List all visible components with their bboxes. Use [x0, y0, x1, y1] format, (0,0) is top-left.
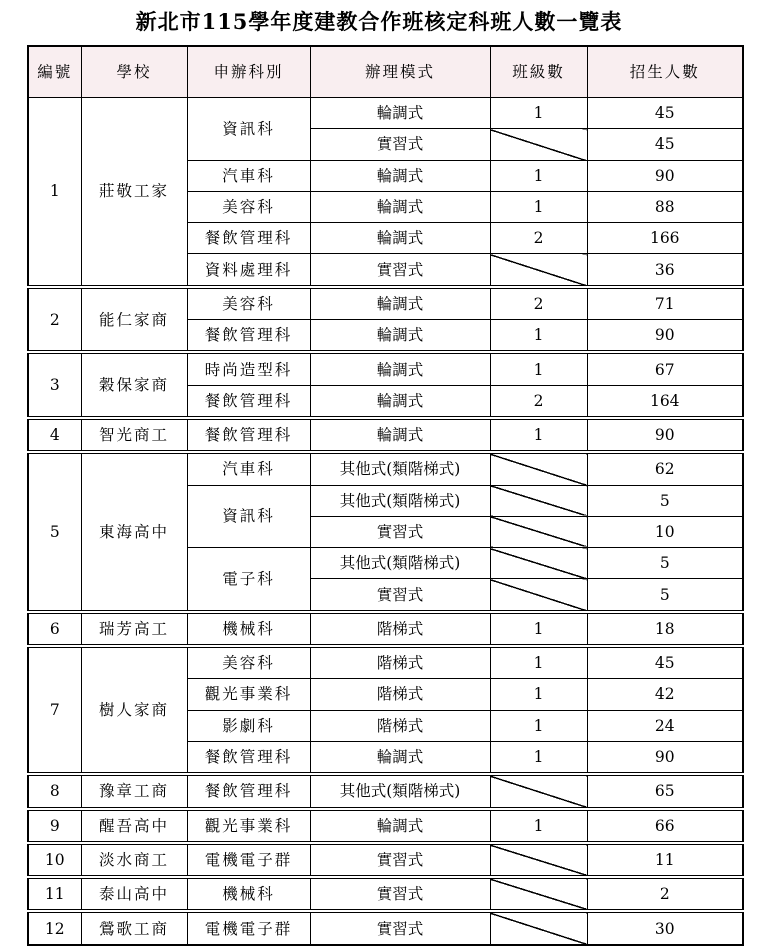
table-row — [28, 352, 743, 385]
cell-enrollment: 45 — [587, 98, 743, 129]
cell-mode: 實習式 — [310, 129, 490, 160]
cell-no: 3 — [28, 352, 81, 418]
cell-classes: 1 — [490, 809, 587, 843]
cell-school: 能仁家商 — [81, 287, 187, 353]
cell-department: 美容科 — [187, 646, 310, 679]
header-enrollment: 招生人數 — [587, 46, 743, 98]
cell-mode: 輪調式 — [310, 98, 490, 129]
cell-mode: 實習式 — [310, 579, 490, 612]
cell-no: 6 — [28, 612, 81, 646]
cell-school: 泰山高中 — [81, 877, 187, 911]
header-mode: 辦理模式 — [310, 46, 490, 98]
cell-enrollment: 90 — [587, 320, 743, 353]
cell-school: 智光商工 — [81, 418, 187, 452]
table-row — [28, 809, 743, 843]
cell-classes: 1 — [490, 612, 587, 646]
cell-mode: 實習式 — [310, 877, 490, 911]
cell-school: 瑞芳高工 — [81, 612, 187, 646]
cell-mode: 實習式 — [310, 911, 490, 944]
cell-school: 穀保家商 — [81, 352, 187, 418]
cell-classes-empty — [490, 911, 587, 944]
table-row — [28, 774, 743, 808]
cell-no: 10 — [28, 843, 81, 877]
cell-mode: 輪調式 — [310, 287, 490, 320]
cell-school: 莊敬工家 — [81, 98, 187, 287]
cell-mode: 輪調式 — [310, 223, 490, 254]
cell-department: 汽車科 — [187, 160, 310, 191]
cell-mode: 輪調式 — [310, 191, 490, 222]
cell-classes: 1 — [490, 191, 587, 222]
cell-no: 7 — [28, 646, 81, 774]
cell-department: 資料處理科 — [187, 254, 310, 287]
cell-no: 12 — [28, 911, 81, 944]
cell-mode: 其他式(類階梯式) — [310, 774, 490, 808]
cell-classes: 2 — [490, 385, 587, 418]
cell-classes-empty — [490, 452, 587, 485]
cell-enrollment: 10 — [587, 516, 743, 547]
cell-classes: 1 — [490, 646, 587, 679]
cell-department: 觀光事業科 — [187, 679, 310, 710]
cell-no: 5 — [28, 452, 81, 611]
page-title: 新北市115學年度建教合作班核定科班人數一覽表 — [135, 9, 623, 34]
cell-department: 資訊科 — [187, 485, 310, 548]
cell-classes: 1 — [490, 98, 587, 129]
cell-classes-empty — [490, 129, 587, 160]
cell-classes-empty — [490, 579, 587, 612]
table-row — [28, 843, 743, 877]
cell-classes-empty — [490, 516, 587, 547]
cell-mode: 輪調式 — [310, 809, 490, 843]
cell-classes: 1 — [490, 320, 587, 353]
cell-enrollment: 90 — [587, 741, 743, 774]
cell-mode: 實習式 — [310, 843, 490, 877]
cell-enrollment: 65 — [587, 774, 743, 808]
cell-enrollment: 5 — [587, 485, 743, 516]
cell-enrollment: 62 — [587, 452, 743, 485]
cell-no: 11 — [28, 877, 81, 911]
cell-mode: 輪調式 — [310, 741, 490, 774]
cell-enrollment: 30 — [587, 911, 743, 944]
cell-enrollment: 71 — [587, 287, 743, 320]
cell-department: 餐飲管理科 — [187, 741, 310, 774]
cell-department: 觀光事業科 — [187, 809, 310, 843]
cell-department: 汽車科 — [187, 452, 310, 485]
cell-enrollment: 2 — [587, 877, 743, 911]
cell-department: 機械科 — [187, 612, 310, 646]
cell-enrollment: 90 — [587, 418, 743, 452]
cell-school: 醒吾高中 — [81, 809, 187, 843]
cell-department: 餐飲管理科 — [187, 223, 310, 254]
table-row — [28, 98, 743, 129]
cell-enrollment: 42 — [587, 679, 743, 710]
cell-department: 電子科 — [187, 548, 310, 612]
cell-department: 時尚造型科 — [187, 352, 310, 385]
cell-mode: 實習式 — [310, 516, 490, 547]
cell-no: 4 — [28, 418, 81, 452]
header-classes: 班級數 — [490, 46, 587, 98]
cell-enrollment: 24 — [587, 710, 743, 741]
cell-enrollment: 45 — [587, 129, 743, 160]
cell-school: 樹人家商 — [81, 646, 187, 774]
cell-enrollment: 18 — [587, 612, 743, 646]
cell-classes: 1 — [490, 710, 587, 741]
cell-enrollment: 67 — [587, 352, 743, 385]
cell-department: 餐飲管理科 — [187, 774, 310, 808]
cell-department: 餐飲管理科 — [187, 418, 310, 452]
cell-classes: 1 — [490, 418, 587, 452]
cell-no: 9 — [28, 809, 81, 843]
cell-mode: 輪調式 — [310, 352, 490, 385]
cell-no: 1 — [28, 98, 81, 287]
cell-department: 電機電子群 — [187, 843, 310, 877]
cell-mode: 階梯式 — [310, 646, 490, 679]
table-row — [28, 646, 743, 679]
cell-no: 8 — [28, 774, 81, 808]
cell-department: 資訊科 — [187, 98, 310, 161]
cell-enrollment: 166 — [587, 223, 743, 254]
cell-department: 機械科 — [187, 877, 310, 911]
cell-enrollment: 66 — [587, 809, 743, 843]
cell-classes: 1 — [490, 679, 587, 710]
cell-school: 淡水商工 — [81, 843, 187, 877]
cell-classes: 1 — [490, 160, 587, 191]
cell-enrollment: 45 — [587, 646, 743, 679]
table-row — [28, 612, 743, 646]
cell-department: 電機電子群 — [187, 911, 310, 944]
cell-classes-empty — [490, 843, 587, 877]
cell-classes: 1 — [490, 352, 587, 385]
table-row — [28, 911, 743, 944]
cell-school: 東海高中 — [81, 452, 187, 611]
cell-mode: 其他式(類階梯式) — [310, 485, 490, 516]
header-school: 學校 — [81, 46, 187, 98]
cell-enrollment: 88 — [587, 191, 743, 222]
cell-enrollment: 164 — [587, 385, 743, 418]
cell-no: 2 — [28, 287, 81, 353]
cell-mode: 階梯式 — [310, 710, 490, 741]
table-row — [28, 452, 743, 485]
cell-mode: 輪調式 — [310, 160, 490, 191]
cell-classes: 2 — [490, 223, 587, 254]
header-row — [28, 46, 743, 98]
cell-enrollment: 36 — [587, 254, 743, 287]
cell-classes-empty — [490, 774, 587, 808]
header-no: 編號 — [28, 46, 81, 98]
cell-mode: 其他式(類階梯式) — [310, 548, 490, 579]
cell-enrollment: 11 — [587, 843, 743, 877]
header-department: 申辦科別 — [187, 46, 310, 98]
cell-enrollment: 90 — [587, 160, 743, 191]
cell-department: 美容科 — [187, 287, 310, 320]
cell-classes-empty — [490, 548, 587, 579]
table-row — [28, 418, 743, 452]
cell-department: 餐飲管理科 — [187, 320, 310, 353]
cell-mode: 其他式(類階梯式) — [310, 452, 490, 485]
cell-mode: 輪調式 — [310, 320, 490, 353]
cell-mode: 階梯式 — [310, 612, 490, 646]
cell-classes-empty — [490, 877, 587, 911]
cell-school: 豫章工商 — [81, 774, 187, 808]
cell-department: 餐飲管理科 — [187, 385, 310, 418]
cell-mode: 階梯式 — [310, 679, 490, 710]
table-row — [28, 287, 743, 320]
cell-classes: 2 — [490, 287, 587, 320]
cell-department: 影劇科 — [187, 710, 310, 741]
cell-department: 美容科 — [187, 191, 310, 222]
cell-enrollment: 5 — [587, 548, 743, 579]
cell-classes-empty — [490, 485, 587, 516]
cell-mode: 輪調式 — [310, 385, 490, 418]
cell-classes-empty — [490, 254, 587, 287]
cell-mode: 實習式 — [310, 254, 490, 287]
cell-school: 鶯歌工商 — [81, 911, 187, 944]
cell-mode: 輪調式 — [310, 418, 490, 452]
enrollment-table — [27, 45, 744, 946]
cell-classes: 1 — [490, 741, 587, 774]
cell-enrollment: 5 — [587, 579, 743, 612]
table-row — [28, 877, 743, 911]
